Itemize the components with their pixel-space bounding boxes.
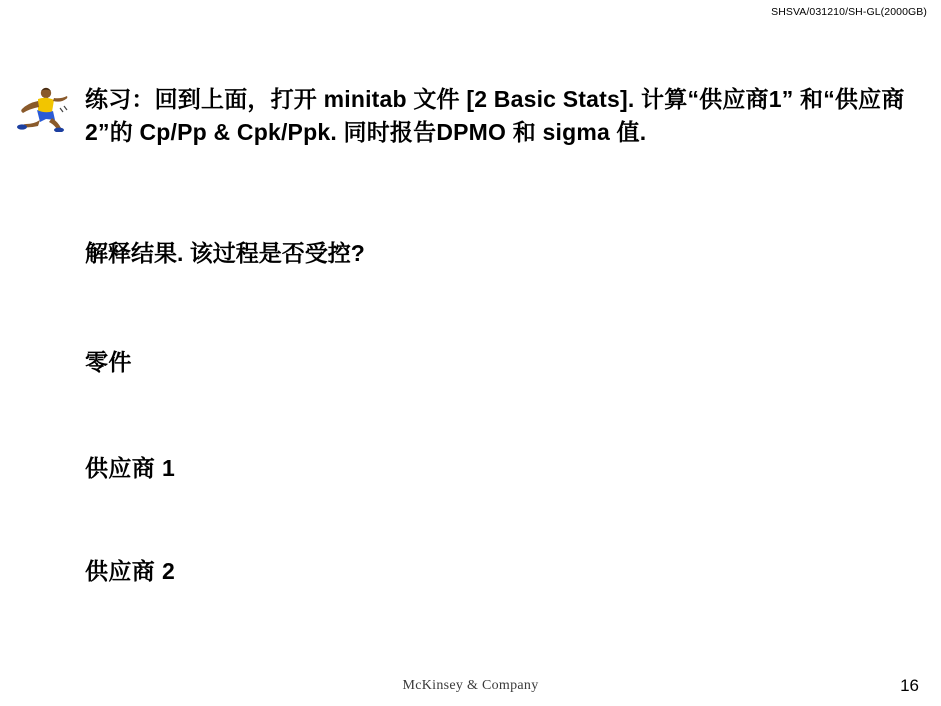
header-document-code: SHSVA/031210/SH-GL(2000GB)	[771, 6, 927, 18]
exercise-text-block	[85, 83, 921, 266]
page-number: 16	[900, 676, 919, 695]
label-supplier-1: 供应商 1	[85, 455, 176, 481]
running-person-icon	[16, 86, 78, 132]
mckinsey-logo-text: McKinsey & Company	[402, 678, 539, 693]
label-supplier-2: 供应商 2	[85, 558, 176, 584]
label-parts: 零件	[85, 349, 132, 375]
exercise-question-paragraph: 解释结果. 该过程是否受控?	[85, 240, 365, 266]
exercise-instruction-paragraph: 练习：回到上面，打开 minitab 文件 [2 Basic Stats]. 计算“供应商1” 和“供应商2”的 Cp/Pp & Cpk/Ppk. 同时报告DPMO 和 sigma 值.	[85, 86, 905, 145]
